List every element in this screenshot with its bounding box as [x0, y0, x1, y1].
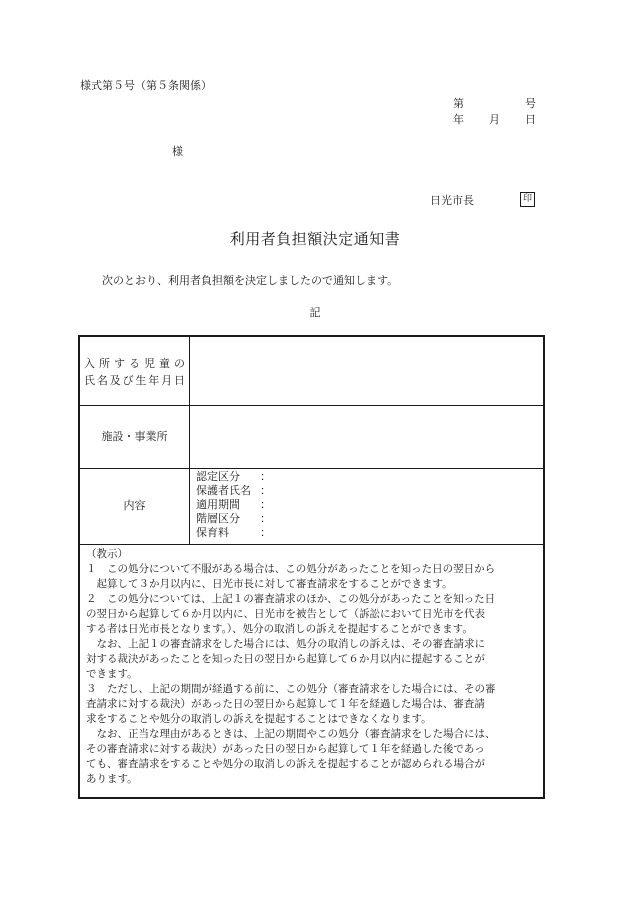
content-item [196, 484, 270, 498]
notice-line: 求をすることや処分の取消しの訴えを提起することはできなくなります。 [86, 713, 432, 725]
item-colon: ： [260, 526, 271, 539]
child-row [80, 337, 543, 406]
form-number: 様式第５号（第５条関係） [80, 79, 212, 92]
notice-line: あります。 [86, 773, 138, 785]
doc-number-prefix: 第 [453, 97, 464, 110]
item-colon: ： [260, 498, 271, 511]
item-colon: ： [260, 484, 271, 497]
content-label-cell [80, 468, 190, 544]
date-year: 年 [453, 113, 464, 126]
content-row [80, 468, 543, 545]
notice-line: ても、審査請求をすることや処分の取消しの訴えを提起することが認められる場合が [86, 758, 485, 770]
intro-text: 次のとおり、利用者負担額を決定しましたので通知します。 [102, 274, 399, 287]
facility-label: 施設・事業所 [101, 430, 168, 443]
child-label-line1: 入所する児童の [84, 357, 185, 370]
notice-line: の翌日から起算して６か月以内に、日光市を被告として（訴訟において日光市を代表 [86, 608, 485, 620]
notice-line: なお、上記１の審査請求をした場合には、処分の取消しの訴えは、その審査請求に [86, 638, 485, 650]
notice-line: １ この処分について不服がある場合は、この処分があったことを知った日の翌日から [86, 563, 496, 575]
notice-line: ２ この処分については、上記１の審査請求のほか、この処分があったことを知った日 [86, 593, 496, 605]
item-key: 保護者氏名 [196, 484, 251, 497]
facility-label-cell [80, 405, 190, 468]
facility-row [80, 405, 543, 469]
item-key: 適用期間 [196, 498, 240, 511]
content-item [196, 526, 270, 540]
content-item [196, 498, 270, 512]
content-item [196, 470, 270, 484]
issuer: 日光市長 [430, 194, 474, 207]
date-month: 月 [489, 113, 500, 126]
notice-line: 起算して３か月以内に、日光市長に対して審査請求をすることができます。 [86, 578, 453, 590]
notice-line: する者は日光市長となります。）、処分の取消しの訴えを提起することができます。 [86, 623, 473, 635]
legal-notice [86, 547, 539, 787]
notice-line: ３ ただし、上記の期間が経過する前に、この処分（審査請求をした場合には、その審 [86, 683, 496, 695]
notice-line: その審査請求に対する裁決）があった日の翌日から起算して１年を経過した後であっ [86, 743, 485, 755]
content-label: 内容 [123, 499, 146, 512]
decision-table [78, 335, 545, 799]
page-title: 利用者負担額決定通知書 [229, 230, 401, 248]
content-items [196, 470, 270, 540]
child-label [84, 355, 185, 389]
notice-line: なお、正当な理由があるときは、上記の期間やこの処分（審査請求をした場合には、 [86, 728, 496, 740]
ki-heading: 記 [309, 306, 321, 319]
content-item [196, 512, 270, 526]
item-colon: ： [260, 470, 271, 483]
item-key: 認定区分 [196, 470, 240, 483]
seal-mark: 印 [520, 192, 535, 207]
doc-number-suffix: 号 [525, 97, 536, 110]
item-key: 階層区分 [196, 512, 240, 525]
notice-line: 査請求に対する裁決）があった日の翌日から起算して１年を経過した場合は、審査請 [86, 698, 485, 710]
child-label-cell [80, 337, 190, 405]
notice-line: 対する裁決があったことを知った日の翌日から起算して６か月以内に提起することが [86, 653, 485, 665]
item-key: 保育料 [196, 526, 229, 539]
date-day: 日 [525, 113, 536, 126]
item-colon: ： [260, 512, 271, 525]
notice-line: できます。 [86, 668, 138, 680]
notice-line: （教示） [86, 548, 128, 560]
addressee-suffix: 様 [172, 145, 183, 158]
child-label-line2: 氏名及び生年月日 [84, 374, 185, 387]
